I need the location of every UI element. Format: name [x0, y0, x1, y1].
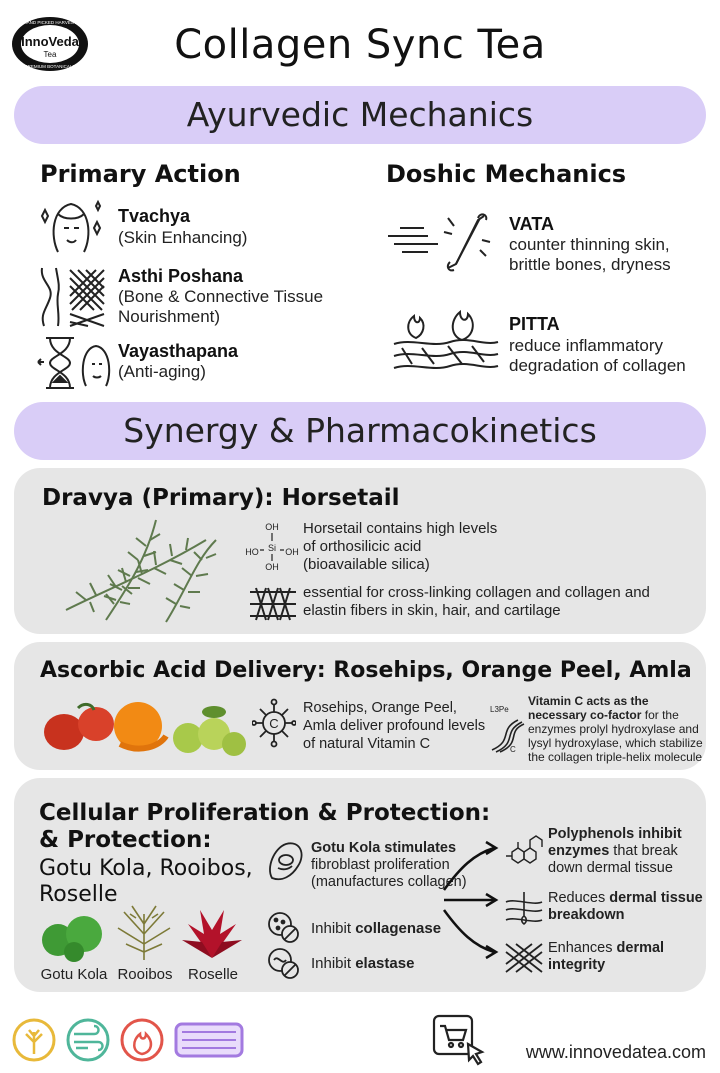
- vitamin-c-label: C: [269, 716, 279, 731]
- flow-arrows-icon: [440, 838, 502, 964]
- page-title: Collagen Sync Tea: [174, 22, 546, 68]
- wind-bone-icon: [386, 206, 496, 276]
- helix-label-bottom: C: [510, 745, 516, 754]
- vata-title: VATA: [509, 214, 554, 234]
- asthi-desc: (Bone & Connective Tissue Nourishment): [118, 287, 324, 326]
- joint-tissue-icon: [36, 264, 108, 330]
- gotu-kola-point-rest: fibroblast proliferation (manufactures collagen): [311, 857, 467, 890]
- primary-action-heading: Primary Action: [40, 160, 241, 188]
- fibroblast-cell-icon: [264, 838, 308, 886]
- dermal-integrity-bold: dermal integrity: [548, 940, 665, 973]
- gotu-kola-point-bold: Gotu Kola stimulates: [311, 840, 457, 856]
- dermal-tissue-icon: [504, 890, 544, 930]
- collagenase-bold: collagenase: [355, 920, 442, 937]
- molecule-left: HO: [245, 547, 259, 557]
- molecule-bottom: OH: [265, 562, 279, 572]
- rooibos-image: [112, 904, 176, 962]
- vitamin-c-network-icon: [252, 696, 296, 750]
- triple-helix-icon: [484, 700, 528, 754]
- tvachya-desc: (Skin Enhancing): [118, 228, 248, 247]
- website-link[interactable]: www.innovedatea.com: [525, 1042, 706, 1062]
- logo-text: InnoVeda: [21, 34, 79, 49]
- roselle-image: [178, 904, 246, 962]
- synergy-banner: Synergy & Pharmacokinetics: [14, 402, 706, 460]
- ascorbic-point-2-rest: for the enzymes prolyl hydroxylase and lysyl hydroxylase, which stabilize the collagen triple-helix molecule: [528, 708, 703, 764]
- polyphenol-molecule-icon: [502, 828, 546, 872]
- logo-ring-bottom: PREMIUM BOTANICALS: [24, 64, 76, 69]
- cellular-subtitle: Gotu Kola, Rooibos, Roselle: [39, 856, 253, 907]
- face-sparkle-icon: [36, 196, 106, 258]
- pitta-title: PITTA: [509, 314, 560, 334]
- molecule-right: OH: [285, 547, 299, 557]
- ascorbic-point-1: Rosehips, Orange Peel, Amla deliver profound levels of natural Vitamin C: [303, 700, 486, 752]
- dermal-breakdown-bold: dermal tissue breakdown: [548, 890, 703, 923]
- silicic-acid-molecule-icon: [244, 522, 300, 572]
- fire-skin-icon: [392, 304, 500, 380]
- elastase-point: [311, 955, 414, 973]
- gotu-kola-image: [40, 912, 108, 962]
- ayurvedic-banner: Ayurvedic Mechanics: [14, 86, 706, 144]
- elastase-bold: elastase: [355, 955, 415, 972]
- polyphenol-rest: that break down dermal tissue: [548, 843, 678, 876]
- footer-badges: [10, 1016, 250, 1064]
- dermal-integrity-point: [548, 940, 708, 974]
- tvachya-title: Tvachya: [118, 206, 191, 226]
- crosslink-fiber-icon: [248, 584, 298, 624]
- molecule-center: Si: [267, 543, 277, 553]
- cellular-title-line2: & Protection:: [39, 827, 212, 853]
- ascorbic-point-2: [528, 694, 704, 764]
- elastase-pre: Inhibit: [311, 955, 356, 972]
- dermal-integrity-pre: Enhances: [548, 940, 617, 956]
- herb-label-roselle: Roselle: [187, 966, 239, 983]
- scroll-badge-icon: [176, 1024, 242, 1056]
- ascorbic-point-2-bold: Vitamin C acts as the necessary co-factor: [528, 694, 649, 722]
- logo-sub: Tea: [43, 50, 57, 59]
- ascorbic-title: Ascorbic Acid Delivery: Rosehips, Orange Peel, Amla: [40, 658, 692, 683]
- horsetail-point-1: Horsetail contains high levels of orthosilicic acid (bioavailable silica): [303, 520, 498, 573]
- dermal-breakdown-pre: Reduces: [548, 890, 610, 906]
- wind-badge-icon: [68, 1020, 108, 1060]
- elastase-inhibit-icon: [266, 946, 300, 980]
- molecule-top: OH: [265, 522, 279, 532]
- hourglass-face-icon: [36, 334, 112, 392]
- cellular-title-line1: Cellular Proliferation & Protection:: [39, 800, 491, 826]
- vayasthapana-desc: (Anti-aging): [118, 362, 206, 381]
- herb-label-rooibos: Rooibos: [117, 966, 173, 983]
- shopping-cart-click-icon[interactable]: [432, 1014, 486, 1068]
- polyphenol-point: [548, 826, 708, 877]
- dermal-breakdown-point: [548, 890, 708, 924]
- tree-badge-icon: [14, 1020, 54, 1060]
- doshic-heading: Doshic Mechanics: [386, 160, 627, 188]
- fire-badge-icon: [122, 1020, 162, 1060]
- fruit-image: [38, 694, 248, 760]
- herb-label-gotu-kola: Gotu Kola: [40, 966, 108, 983]
- horsetail-title: Dravya (Primary): Horsetail: [42, 485, 400, 511]
- collagenase-pre: Inhibit: [311, 920, 356, 937]
- asthi-title: Asthi Poshana: [118, 266, 244, 286]
- pitta-desc: reduce inflammatory degradation of collagen: [509, 336, 686, 375]
- dermal-integrity-icon: [504, 940, 544, 976]
- horsetail-point-2: essential for cross-linking collagen and collagen and elastin fibers in skin, hair, and cartilage: [303, 584, 650, 619]
- horsetail-image: [46, 510, 246, 626]
- vayasthapana-title: Vayasthapana: [118, 341, 239, 361]
- collagenase-point: [311, 920, 441, 938]
- vata-desc: counter thinning skin, brittle bones, dryness: [509, 235, 671, 274]
- polyphenol-bold: Polyphenols inhibit enzymes: [548, 826, 682, 859]
- logo-ring-top: HAND PICKED HARVEST: [23, 20, 77, 25]
- helix-label-top: L3Pe: [490, 705, 509, 714]
- collagenase-inhibit-icon: [266, 910, 300, 944]
